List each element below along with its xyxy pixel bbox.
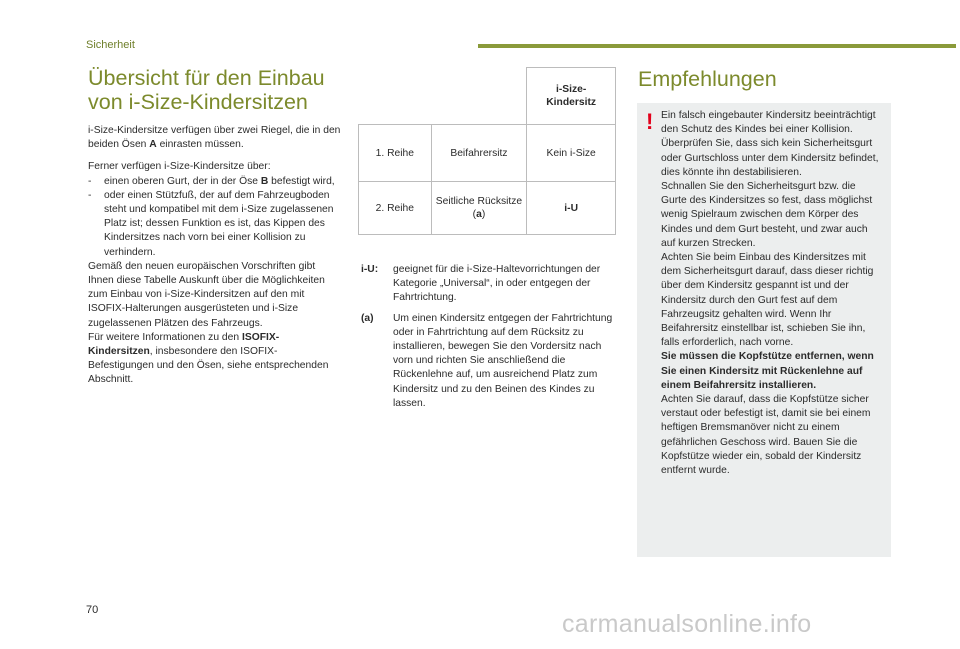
list-item: - oder einen Stützfuß, der auf dem Fahrzeugboden steht und kompatibel mit dem i-Size zugelassenen Platz ist; dessen Funktion es ist, das Kippen des Kindersitzes nach vorn bei einer Kollision zu verhindern. <box>88 189 334 258</box>
regulation-paragraph: Gemäß den neuen europäischen Vorschriften gibt Ihnen diese Tabelle Auskunft über die Möglichkeiten zum Einbau von i-Size-Kindersitzen auf den mit ISOFIX-Halterungen ausgerüsteten und i-Size zugelassenen Plätzen des Fahrzeugs. <box>88 260 325 329</box>
page-number: 70 <box>86 604 99 616</box>
table-cell-row: 1. Reihe <box>359 125 432 182</box>
watermark: carmanualsonline.info <box>562 610 812 638</box>
recommendations-title: Empfehlungen <box>638 67 777 91</box>
left-column <box>88 124 343 388</box>
table-cell-value: i-U <box>527 182 616 235</box>
table-cell-seat: Seitliche Rücksitze (a) <box>431 182 527 235</box>
isize-seat-table <box>358 67 616 235</box>
page-title: Übersicht für den Einbau von i-Size-Kindersitzen <box>88 66 325 114</box>
definitions <box>361 263 617 417</box>
table-header-cell: i-Size-Kindersitz <box>527 68 616 125</box>
table-header-row <box>359 68 616 125</box>
table-row <box>359 182 616 235</box>
definition-item: (a) Um einen Kindersitz entgegen der Fahrtrichtung oder in Fahrtrichtung auf dem Rücksitz zu installieren, bewegen Sie den Vordersitz nach vorn und richten Sie anschließend die Rückenlehne auf, um ausreichend Platz zum Kindersitz und zu den Beinen des Kindes zu lassen. <box>361 312 613 409</box>
section-label: Sicherheit <box>86 39 135 51</box>
features-intro: Ferner verfügen i-Size-Kindersitze über: <box>88 161 271 173</box>
warning-text: Ein falsch eingebauter Kindersitz beeinträchtigt den Schutz des Kindes bei einer Kollision. Überprüfen Sie, dass sich kein Sicherheitsgurt oder Gurtschloss unter dem Kindersitz befindet, dies könnte ihn destabilisieren. Schnallen Sie den Sicherheitsgurt bzw. die Gurte des Kindersitzes so fest, dass möglichst wenig Spielraum zwischen dem Körper des Kindes und dem Gurt besteht, und zwar auch auf kurzen Strecken. Achten Sie beim Einbau des Kindersitzes mit dem Sicherheitsgurt darauf, dass dieser richtig über dem Kindersitz gespannt ist und der Kindersitz durch den Gurt fest auf dem Fahrzeugsitz gehalten wird. Wenn Ihr Beifahrersitz einstellbar ist, schieben Sie ihn, falls erforderlich, nach vorne. Sie müssen die Kopfstütze entfernen, wenn Sie einen Kindersitz mit Rückenlehne auf einem Beifahrersitz installieren. Achten Sie darauf, dass die Kopfstütze sicher verstaut oder befestigt ist, damit sie bei einem heftigen Bremsmanöver nicht zu einem gefährlichen Geschoss wird. Bauen Sie die Kopfstütze wieder ein, sobald der Kindersitz entfernt wurde. <box>661 110 879 477</box>
table-row <box>359 125 616 182</box>
intro-paragraph: i-Size-Kindersitze verfügen über zwei Riegel, die in den beiden Ösen A einrasten müssen. <box>88 125 341 151</box>
table-cell-row: 2. Reihe <box>359 182 432 235</box>
table-cell-value: Kein i-Size <box>527 125 616 182</box>
isofix-paragraph: Für weitere Informationen zu den ISOFIX-Kindersitzen, insbesondere den ISOFIX-Befestigungen und den Ösen, siehe entsprechenden Abschnitt. <box>88 331 329 386</box>
exclamation-icon: ! <box>646 109 654 134</box>
header-bar <box>478 44 956 48</box>
table-cell-seat: Beifahrersitz <box>431 125 527 182</box>
table-empty-cell <box>359 68 527 125</box>
definition-item: i-U: geeignet für die i-Size-Haltevorrichtungen der Kategorie „Universal“, in oder entgegen der Fahrtrichtung. <box>361 264 601 304</box>
list-item: - einen oberen Gurt, der in der Öse B befestigt wird, <box>88 175 335 187</box>
warning-box <box>637 103 891 557</box>
